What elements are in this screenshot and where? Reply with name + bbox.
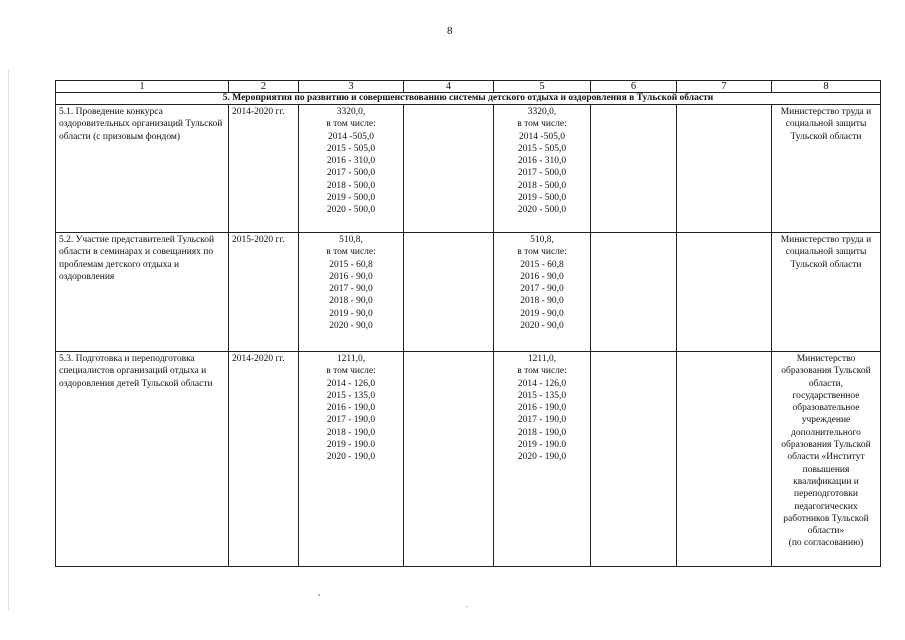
header-row xyxy=(56,81,881,93)
executor-line: образовательное xyxy=(792,403,860,414)
funding-line: 2017 - 500,0 xyxy=(517,168,567,179)
executor-line: педагогических xyxy=(794,501,858,512)
empty-cell xyxy=(677,105,772,233)
table-row xyxy=(56,233,881,352)
table-row xyxy=(56,352,881,567)
empty-cell xyxy=(404,233,494,352)
empty-cell xyxy=(404,352,494,567)
funding-line: 2018 - 190,0 xyxy=(517,427,567,438)
executor-line: области «Институт xyxy=(787,452,865,463)
funding-line: в том числе: xyxy=(326,119,376,130)
table-row xyxy=(56,105,881,233)
funding-line: 2018 - 90,0 xyxy=(329,296,373,307)
funding-line: в том числе: xyxy=(517,247,567,258)
funding-total xyxy=(299,105,404,233)
column-header: 4 xyxy=(404,81,494,93)
funding-line: 2020 - 90,0 xyxy=(329,321,373,332)
funding-line: 1211,0, xyxy=(336,354,366,364)
executor-line: повышения xyxy=(802,464,850,475)
funding-line: 2016 - 190,0 xyxy=(326,403,376,414)
empty-cell xyxy=(591,233,677,352)
executor-line: государственное xyxy=(792,390,860,401)
section-title: 5. Мероприятия по развитию и совершенствованию системы детского отдыха и оздоровления в Тульской области xyxy=(56,93,881,105)
funding-line: 2020 - 190,0 xyxy=(326,452,376,463)
funding-line: 2020 - 500,0 xyxy=(326,205,376,216)
funding-line: 2017 - 190,0 xyxy=(326,415,376,426)
funding-line: 2020 - 190,0 xyxy=(517,452,567,463)
funding-line: 2015 - 60,8 xyxy=(329,259,373,270)
funding-line: в том числе: xyxy=(326,366,376,377)
funding-line: 2019 - 190.0 xyxy=(517,440,567,451)
column-header: 5 xyxy=(494,81,591,93)
column-header: 1 xyxy=(56,81,229,93)
funding-line: 2019 - 90,0 xyxy=(329,308,373,319)
funding-line: 2016 - 190,0 xyxy=(517,403,567,414)
executor-line: образования Тульской xyxy=(781,440,871,451)
executor-line: дополнительного xyxy=(791,427,861,438)
funding-line: 2017 - 90,0 xyxy=(329,284,373,295)
funding-regional xyxy=(494,233,591,352)
column-header: 6 xyxy=(591,81,677,93)
page-number: 8 xyxy=(447,25,453,37)
funding-line: 510,8, xyxy=(530,235,554,245)
funding-line: 2014 -505,0 xyxy=(519,131,565,142)
funding-line: 2017 - 190,0 xyxy=(517,415,567,426)
funding-line: 2017 - 500,0 xyxy=(326,168,376,179)
executor-line: Министерство xyxy=(796,354,856,364)
funding-line: 2020 - 90,0 xyxy=(520,321,564,332)
funding-line: 2014 - 126,0 xyxy=(326,378,376,389)
funding-line: в том числе: xyxy=(517,119,567,130)
funding-line: 2019 - 500,0 xyxy=(517,193,567,204)
scan-speck xyxy=(466,606,468,607)
executor xyxy=(772,352,881,567)
measure-period: 2014-2020 гг. xyxy=(229,105,299,233)
scan-edge-line xyxy=(8,70,9,610)
funding-line: 2014 - 126,0 xyxy=(517,378,567,389)
executor xyxy=(772,105,881,233)
funding-line: 2017 - 90,0 xyxy=(520,284,564,295)
empty-cell xyxy=(591,352,677,567)
funding-line: 2015 - 505,0 xyxy=(517,143,567,154)
funding-total xyxy=(299,233,404,352)
executor-line: Министерство труда и xyxy=(780,107,872,117)
funding-line: в том числе: xyxy=(326,247,376,258)
measure-name: 5.2. Участие представителей Тульской области в семинарах и совещаниях по проблемам детского отдыха и оздоровления xyxy=(56,233,229,352)
funding-line: 2016 - 90,0 xyxy=(520,271,564,282)
funding-line: 2015 - 60,8 xyxy=(520,259,564,270)
empty-cell xyxy=(677,352,772,567)
funding-line: 2018 - 190,0 xyxy=(326,427,376,438)
funding-line: 2015 - 135,0 xyxy=(517,390,567,401)
funding-line: 2014 -505,0 xyxy=(328,131,374,142)
executor-line: учреждение xyxy=(801,415,851,426)
funding-line: 2016 - 90,0 xyxy=(329,271,373,282)
section-row xyxy=(56,93,881,105)
funding-total xyxy=(299,352,404,567)
funding-line: 2020 - 500,0 xyxy=(517,205,567,216)
funding-line: 2018 - 500,0 xyxy=(517,180,567,191)
funding-line: 3320,0, xyxy=(527,107,557,117)
empty-cell xyxy=(404,105,494,233)
column-header: 8 xyxy=(772,81,881,93)
executor-line: Министерство труда и xyxy=(780,235,872,245)
measure-period: 2014-2020 гг. xyxy=(229,352,299,567)
measure-name: 5.1. Проведение конкурса оздоровительных организаций Тульской области (с призовым фондом) xyxy=(56,105,229,233)
funding-line: 2016 - 310,0 xyxy=(517,156,567,167)
empty-cell xyxy=(591,105,677,233)
executor-line: социальной защиты xyxy=(785,247,867,258)
funding-line: 2018 - 500,0 xyxy=(326,180,376,191)
column-header: 7 xyxy=(677,81,772,93)
funding-line: 2019 - 190.0 xyxy=(326,440,376,451)
measures-table xyxy=(55,80,881,567)
measure-period: 2015-2020 гг. xyxy=(229,233,299,352)
executor-line: Тульской области xyxy=(790,259,862,270)
funding-line: 3320,0, xyxy=(336,107,366,117)
funding-regional xyxy=(494,105,591,233)
funding-line: в том числе: xyxy=(517,366,567,377)
measure-name: 5.3. Подготовка и переподготовка специалистов организаций отдыха и оздоровления детей Тульской области xyxy=(56,352,229,567)
funding-line: 1211,0, xyxy=(527,354,557,364)
funding-line: 2019 - 500,0 xyxy=(326,193,376,204)
executor-line: работников Тульской xyxy=(783,513,869,524)
column-header: 2 xyxy=(229,81,299,93)
funding-line: 2015 - 505,0 xyxy=(326,143,376,154)
funding-line: 2016 - 310,0 xyxy=(326,156,376,167)
executor-line: (по согласованию) xyxy=(788,538,864,549)
executor-line: образования Тульской xyxy=(781,366,871,377)
executor-line: области» xyxy=(807,526,845,537)
funding-line: 510,8, xyxy=(339,235,363,245)
column-header: 3 xyxy=(299,81,404,93)
funding-regional xyxy=(494,352,591,567)
executor-line: квалификации и xyxy=(793,476,859,487)
scan-speck xyxy=(318,594,320,596)
empty-cell xyxy=(677,233,772,352)
executor-line: переподготовки xyxy=(794,489,858,500)
funding-line: 2018 - 90,0 xyxy=(520,296,564,307)
executor-line: области, xyxy=(808,378,844,389)
executor xyxy=(772,233,881,352)
funding-line: 2015 - 135,0 xyxy=(326,390,376,401)
funding-line: 2019 - 90,0 xyxy=(520,308,564,319)
executor-line: социальной защиты xyxy=(785,119,867,130)
executor-line: Тульской области xyxy=(790,131,862,142)
